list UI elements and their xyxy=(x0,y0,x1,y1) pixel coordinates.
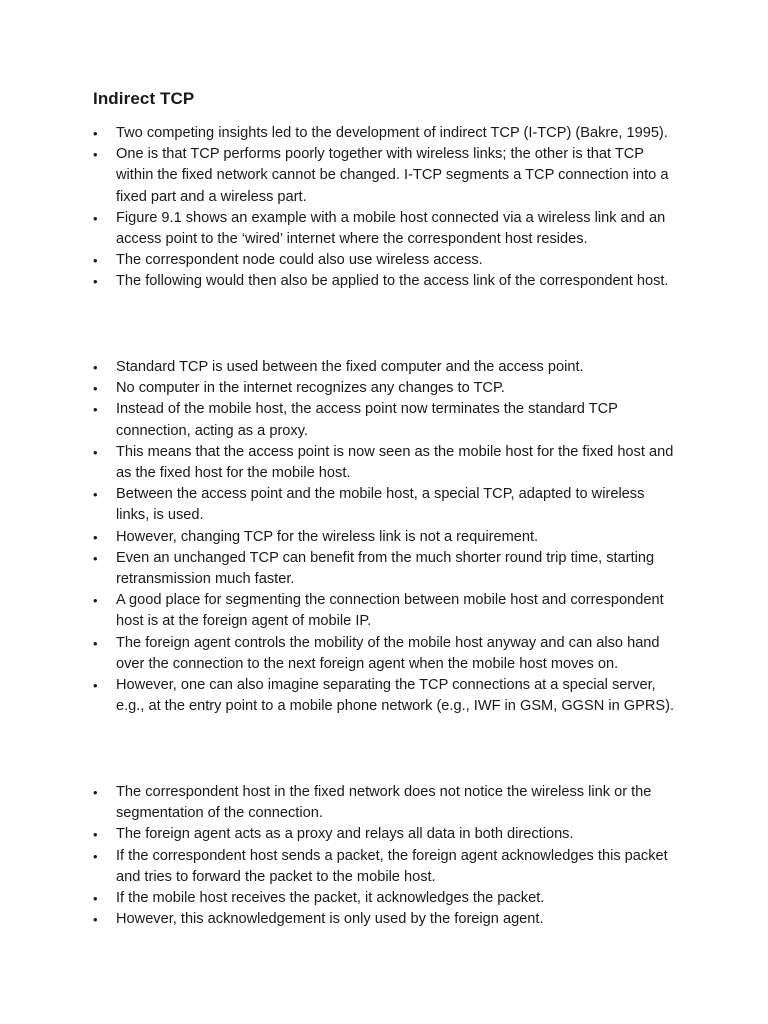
list-item-text: The following would then also be applied to the access link of the correspondent host. xyxy=(116,273,669,290)
list-item-text: No computer in the internet recognizes any changes to TCP. xyxy=(116,380,505,397)
bullet-icon: • xyxy=(93,635,98,651)
list-item-text: Instead of the mobile host, the access point now terminates the standard TCP connection, acting as a proxy. xyxy=(116,401,618,439)
page-title: Indirect TCP xyxy=(93,89,195,108)
bullet-list-section-1 xyxy=(0,123,768,293)
bullet-icon: • xyxy=(93,381,98,397)
bullet-icon: • xyxy=(93,827,98,843)
list-item xyxy=(0,633,768,675)
list-item xyxy=(0,888,768,909)
list-item-text: Between the access point and the mobile host, a special TCP, adapted to wireless links, is used. xyxy=(116,486,645,524)
list-item-text: If the mobile host receives the packet, it acknowledges the packet. xyxy=(116,890,545,907)
bullet-icon: • xyxy=(93,848,98,864)
list-item xyxy=(0,548,768,590)
list-item xyxy=(0,590,768,632)
list-item xyxy=(0,824,768,845)
list-item xyxy=(0,123,768,144)
bullet-icon: • xyxy=(93,678,98,694)
list-item xyxy=(0,399,768,441)
bullet-list-section-2 xyxy=(0,357,768,717)
list-item-text: One is that TCP performs poorly together with wireless links; the other is that TCP within the fixed network cannot be changed. I-TCP segments a TCP connection into a fixed part and a wireless part. xyxy=(116,146,669,205)
list-item xyxy=(0,250,768,271)
list-item-text: The correspondent host in the fixed network does not notice the wireless link or the segmentation of the connection. xyxy=(116,784,652,822)
list-item-text: This means that the access point is now seen as the mobile host for the fixed host and as the fixed host for the mobile host. xyxy=(116,443,674,482)
list-item xyxy=(0,144,768,208)
list-item xyxy=(0,527,768,548)
list-item-text: The foreign agent controls the mobility of the mobile host anyway and can also hand over the connection to the next foreign agent when the mobile host moves on. xyxy=(116,634,660,672)
bullet-icon: • xyxy=(93,593,98,609)
bullet-icon: • xyxy=(93,274,98,290)
bullet-icon: • xyxy=(93,912,98,928)
list-item-text: If the correspondent host sends a packet, the foreign agent acknowledges this packet and tries to forward the packet to the mobile host. xyxy=(116,847,668,885)
bullet-list-section-3 xyxy=(0,782,768,930)
list-item xyxy=(0,846,768,888)
bullet-icon: • xyxy=(93,891,98,907)
list-item-text: However, one can also imagine separating the TCP connections at a special server, e.g., at the entry point to a mobile phone network (e.g., IWF in GSM, GGSN in GPRS). xyxy=(116,677,675,715)
list-item xyxy=(0,271,768,292)
bullet-icon: • xyxy=(93,147,98,163)
list-item-text: Figure 9.1 shows an example with a mobile host connected via a wireless link and an access point to the ‘wired’ internet where the correspondent host resides. xyxy=(116,209,666,248)
list-item-text: Two competing insights led to the development of indirect TCP (I-TCP) (Bakre, 1995). xyxy=(116,125,668,141)
bullet-icon: • xyxy=(93,126,98,141)
list-item-text: Even an unchanged TCP can benefit from the much shorter round trip time, starting retransmission much faster. xyxy=(116,549,655,588)
list-item-text: The correspondent node could also use wireless access. xyxy=(116,252,483,269)
list-item xyxy=(0,484,768,526)
list-item xyxy=(0,782,768,824)
list-item xyxy=(0,378,768,399)
bullet-icon: • xyxy=(93,785,98,800)
bullet-icon: • xyxy=(93,444,98,460)
list-item xyxy=(0,909,768,930)
bullet-icon: • xyxy=(93,360,98,375)
list-item xyxy=(0,357,768,378)
list-item-text: However, this acknowledgement is only used by the foreign agent. xyxy=(116,911,544,928)
list-item-text: However, changing TCP for the wireless link is not a requirement. xyxy=(116,528,539,545)
bullet-icon: • xyxy=(93,402,98,418)
bullet-icon: • xyxy=(93,529,98,545)
bullet-icon: • xyxy=(93,487,98,503)
list-item-text: The foreign agent acts as a proxy and relays all data in both directions. xyxy=(116,826,574,843)
bullet-icon: • xyxy=(93,550,98,566)
bullet-icon: • xyxy=(93,210,98,226)
bullet-icon: • xyxy=(93,253,98,269)
list-item-text: A good place for segmenting the connection between mobile host and correspondent host is at the foreign agent of mobile IP. xyxy=(116,592,664,630)
list-item-text: Standard TCP is used between the fixed computer and the access point. xyxy=(116,359,584,375)
list-item xyxy=(0,675,768,717)
list-item xyxy=(0,442,768,484)
list-item xyxy=(0,208,768,250)
